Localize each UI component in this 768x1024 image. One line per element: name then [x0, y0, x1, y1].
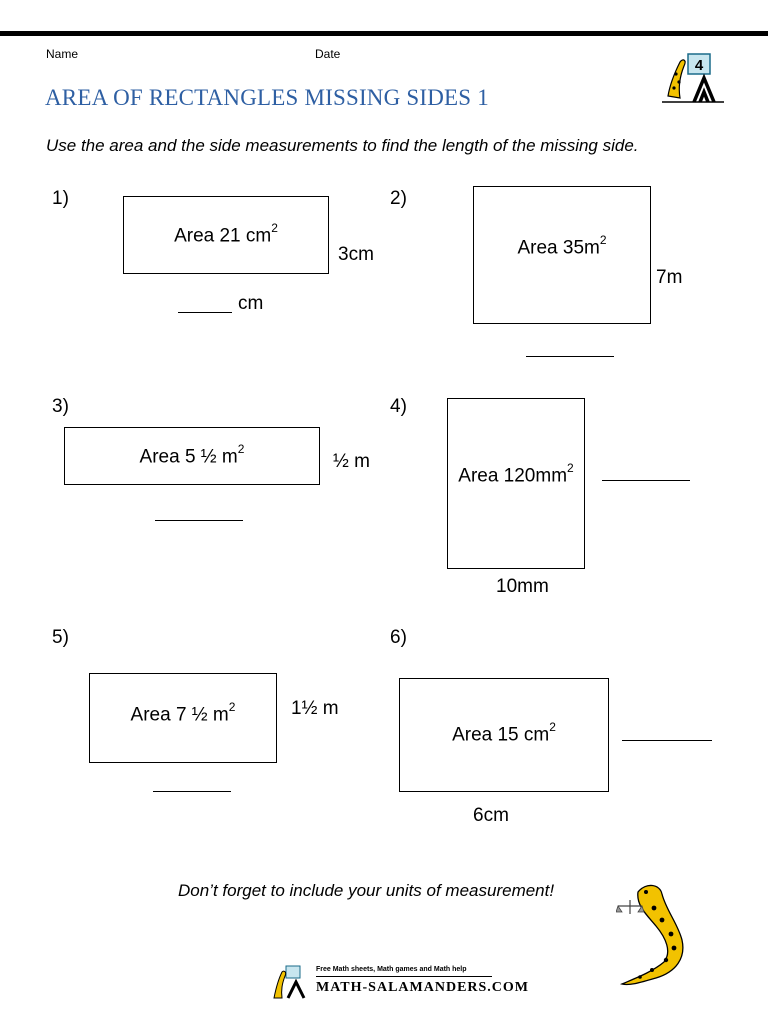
problem-2-side: 7m	[656, 267, 683, 288]
problem-6-number: 6)	[390, 627, 407, 648]
instructions: Use the area and the side measurements to find the length of the missing side.	[46, 136, 639, 155]
problem-2-number: 2)	[390, 188, 407, 209]
problem-1-area: Area 21 $cm^2$	[174, 220, 278, 247]
problem-4-rectangle	[447, 398, 585, 569]
problem-4-area: Area $120mm^2$	[458, 461, 574, 487]
problem-6-bottom: 6cm	[473, 805, 509, 826]
problem-1-unit: cm	[238, 293, 264, 314]
units-reminder: Don’t forget to include your units of measurement!	[178, 881, 555, 900]
problem-4-number: 4)	[390, 396, 407, 417]
problem-2-rectangle	[473, 186, 651, 324]
problem-4-bottom: 10mm	[496, 576, 549, 597]
problem-1-number: 1)	[52, 188, 69, 209]
logo-name: MATH-SALAMANDERS.COM	[316, 980, 530, 995]
salamander-logo-icon	[270, 964, 314, 1000]
date-label: Date	[315, 47, 341, 61]
problem-5-side: 1½ m	[291, 698, 339, 719]
problem-2-area: Area $35m^2$	[517, 233, 607, 259]
math-salamanders-logo[interactable]	[270, 962, 530, 1002]
problem-2-answer-blank[interactable]	[526, 356, 614, 357]
problem-5-rectangle	[89, 673, 277, 763]
logo-rule	[316, 976, 492, 977]
problem-5-number: 5)	[52, 627, 69, 648]
problem-3-rectangle	[64, 427, 320, 485]
page-title: AREA OF RECTANGLES MISSING SIDES 1	[45, 85, 489, 110]
top-rule	[0, 31, 768, 36]
problem-1-rectangle	[123, 196, 329, 274]
problem-3-area: Area 5 ½ $m^2$	[139, 441, 245, 468]
math-salamander-badge-icon	[660, 48, 726, 104]
problem-3-side: ½ m	[333, 451, 370, 472]
problem-6-rectangle	[399, 678, 609, 792]
problem-1-answer-blank[interactable]	[178, 312, 232, 313]
problem-5-answer-blank[interactable]	[153, 791, 231, 792]
problem-3-number: 3)	[52, 396, 69, 417]
badge-number: 4	[694, 57, 704, 74]
logo-tagline: Free Math sheets, Math games and Math help	[316, 966, 467, 973]
problem-4-answer-blank[interactable]	[602, 480, 690, 481]
problem-3-answer-blank[interactable]	[155, 520, 243, 521]
name-label: Name	[46, 47, 79, 61]
problem-6-answer-blank[interactable]	[622, 740, 712, 741]
salamander-with-scales-icon	[616, 880, 696, 990]
problem-1-side: 3cm	[338, 244, 374, 265]
problem-5-area: Area 7 ½ $m^2$	[130, 700, 236, 726]
problem-6-area: Area 15 $cm^2$	[452, 720, 556, 746]
